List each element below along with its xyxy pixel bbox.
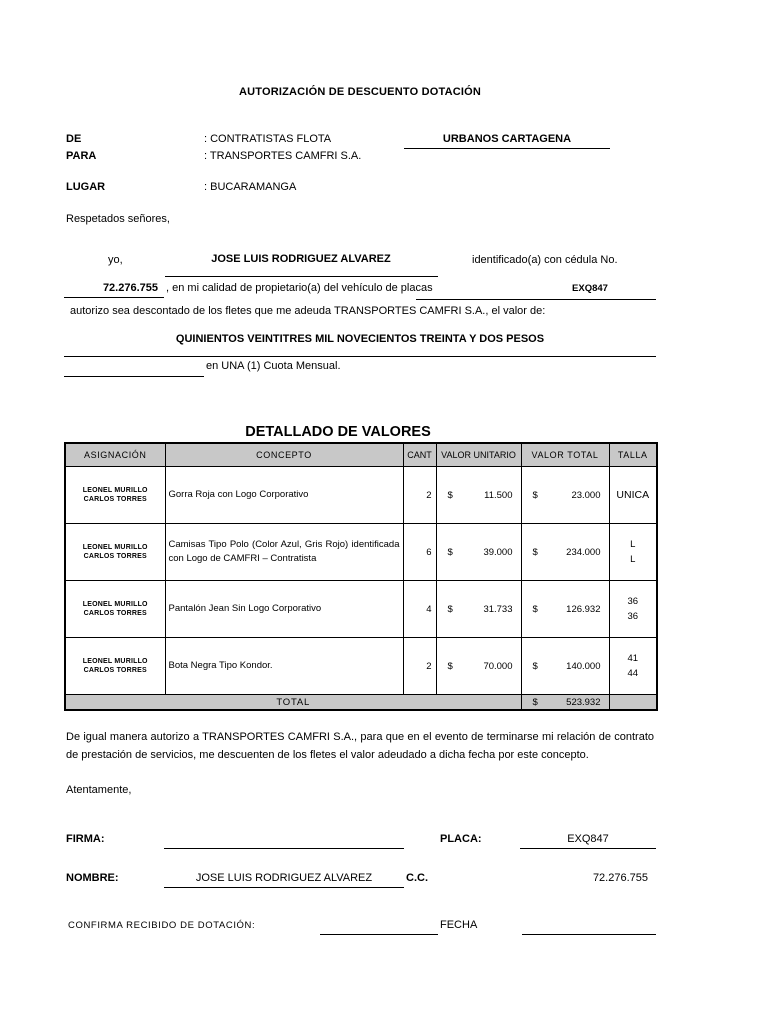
currency-symbol: $ bbox=[532, 546, 538, 558]
currency-symbol: $ bbox=[447, 546, 453, 558]
total-value: 140.000 bbox=[566, 660, 601, 672]
para-value: : TRANSPORTES CAMFRI S.A. bbox=[204, 150, 362, 162]
lugar-value: : BUCARAMANGA bbox=[204, 181, 297, 193]
calidad-text: , en mi calidad de propietario(a) del vehículo de placas bbox=[166, 282, 433, 294]
unit-value-cell bbox=[436, 524, 521, 581]
assign-cell bbox=[65, 467, 165, 524]
talla-cell bbox=[609, 638, 657, 695]
document-title: AUTORIZACIÓN DE DESCUENTO DOTACIÓN bbox=[238, 86, 482, 98]
values-table bbox=[64, 442, 658, 711]
assignee-1: LEONEL MURILLO bbox=[82, 487, 148, 494]
talla-cell bbox=[609, 467, 657, 524]
table-row bbox=[65, 524, 657, 581]
concept-cell: Camisas Tipo Polo (Color Azul, Gris Rojo) identificada con Logo de CAMFRI – Contratista bbox=[165, 524, 403, 581]
unit-value-cell bbox=[436, 638, 521, 695]
unit-value: 11.500 bbox=[484, 489, 513, 501]
talla-2: L bbox=[630, 554, 636, 565]
unit-value: 31.733 bbox=[483, 603, 513, 615]
header-valor-unitario: VALOR UNITARIO bbox=[436, 443, 521, 467]
total-row bbox=[65, 695, 657, 711]
table-row bbox=[65, 581, 657, 638]
fecha-line bbox=[522, 934, 656, 935]
cant-cell: 4 bbox=[403, 581, 436, 638]
de-company-underline bbox=[404, 148, 610, 149]
de-label: DE bbox=[66, 133, 82, 145]
header-cant: CANT bbox=[403, 443, 436, 467]
header-talla: TALLA bbox=[609, 443, 657, 467]
currency-symbol: $ bbox=[532, 660, 538, 672]
unit-value: 39.000 bbox=[483, 546, 513, 558]
cant-cell: 2 bbox=[403, 467, 436, 524]
concept-cell: Gorra Roja con Logo Corporativo bbox=[165, 467, 403, 524]
placa-line bbox=[520, 848, 656, 849]
nombre-value: JOSE LUIS RODRIGUEZ ALVAREZ bbox=[195, 872, 373, 884]
name-underline bbox=[165, 276, 438, 277]
talla-2: 36 bbox=[627, 611, 639, 622]
currency-symbol: $ bbox=[532, 603, 538, 615]
unit-value-cell bbox=[436, 581, 521, 638]
assignee-2: CARLOS TORRES bbox=[83, 610, 147, 617]
header-concepto: CONCEPTO bbox=[165, 443, 403, 467]
grand-total-cell bbox=[521, 695, 609, 711]
assign-cell bbox=[65, 581, 165, 638]
total-value: 234.000 bbox=[566, 546, 601, 558]
assign-cell bbox=[65, 524, 165, 581]
currency-symbol: $ bbox=[447, 489, 453, 501]
header-valor-total: VALOR TOTAL bbox=[521, 443, 609, 467]
declarant-name: JOSE LUIS RODRIGUEZ ALVAREZ bbox=[211, 253, 391, 265]
currency-symbol: $ bbox=[447, 603, 453, 615]
assign-cell bbox=[65, 638, 165, 695]
talla-2: 44 bbox=[627, 668, 639, 679]
table-row bbox=[65, 638, 657, 695]
firma-line bbox=[164, 848, 404, 849]
cedula-number: 72.276.755 bbox=[102, 282, 158, 294]
table-heading: DETALLADO DE VALORES bbox=[245, 424, 431, 440]
cuota-underline bbox=[64, 376, 204, 377]
autorizo-text: autorizo sea descontado de los fletes que me adeuda TRANSPORTES CAMFRI S.A., el valor de: bbox=[70, 305, 546, 317]
grand-total-value: 523.932 bbox=[566, 696, 601, 708]
para-label: PARA bbox=[66, 150, 97, 162]
total-value: 23.000 bbox=[571, 489, 601, 501]
de-company: URBANOS CARTAGENA bbox=[442, 133, 572, 145]
total-value-cell bbox=[521, 467, 609, 524]
cc-value: 72.276.755 bbox=[592, 872, 648, 884]
concept-cell: Pantalón Jean Sin Logo Corporativo bbox=[165, 581, 403, 638]
talla-1: 36 bbox=[627, 596, 639, 607]
total-label: TOTAL bbox=[65, 695, 521, 711]
cant-cell: 6 bbox=[403, 524, 436, 581]
cuota-text: en UNA (1) Cuota Mensual. bbox=[206, 360, 341, 372]
de-value: : CONTRATISTAS FLOTA bbox=[204, 133, 332, 145]
greeting: Respetados señores, bbox=[66, 213, 170, 225]
placa-label: PLACA: bbox=[440, 833, 482, 845]
concept-cell: Bota Negra Tipo Kondor. bbox=[165, 638, 403, 695]
assignee-1: LEONEL MURILLO bbox=[82, 544, 148, 551]
firma-label: FIRMA: bbox=[66, 833, 105, 845]
assignee-1: LEONEL MURILLO bbox=[82, 601, 148, 608]
nombre-label: NOMBRE: bbox=[66, 872, 119, 884]
fecha-label: FECHA bbox=[440, 919, 478, 931]
placa-value: EXQ847 bbox=[572, 283, 608, 294]
amount-in-words: QUINIENTOS VEINTITRES MIL NOVECIENTOS TREINTA Y DOS PESOS bbox=[175, 333, 545, 345]
authorization-paragraph: De igual manera autorizo a TRANSPORTES CAMFRI S.A., para que en el evento de terminarse mi relación de contrato de prestación de servicios, me descuenten de los fletes el valor adeudado a dicha fecha por este concepto. bbox=[66, 731, 654, 761]
placa-underline bbox=[416, 299, 656, 300]
talla-cell bbox=[609, 581, 657, 638]
unit-value: 70.000 bbox=[483, 660, 513, 672]
assignee-2: CARLOS TORRES bbox=[83, 496, 147, 503]
total-value-cell bbox=[521, 581, 609, 638]
cc-label: C.C. bbox=[406, 872, 428, 884]
talla-1: L bbox=[630, 539, 636, 550]
assignee-2: CARLOS TORRES bbox=[83, 667, 147, 674]
lugar-label: LUGAR bbox=[66, 181, 106, 193]
total-value-cell bbox=[521, 524, 609, 581]
cedula-underline bbox=[64, 297, 164, 298]
talla-1: 41 bbox=[627, 653, 639, 664]
talla-cell bbox=[609, 524, 657, 581]
footer-placa-value: EXQ847 bbox=[567, 833, 609, 845]
nombre-line bbox=[164, 887, 404, 888]
assignee-1: LEONEL MURILLO bbox=[82, 658, 148, 665]
id-text: identificado(a) con cédula No. bbox=[472, 254, 618, 266]
total-talla-empty bbox=[609, 695, 657, 711]
total-value-cell bbox=[521, 638, 609, 695]
confirma-label: CONFIRMA RECIBIDO DE DOTACIÓN: bbox=[68, 920, 256, 931]
talla-1: UNICA bbox=[616, 488, 650, 501]
assignee-2: CARLOS TORRES bbox=[83, 553, 147, 560]
currency-symbol: $ bbox=[532, 489, 538, 501]
table-row bbox=[65, 467, 657, 524]
yo-text: yo, bbox=[108, 254, 123, 266]
header-asignacion: ASIGNACIÓN bbox=[65, 443, 165, 467]
currency-symbol: $ bbox=[532, 696, 538, 708]
confirma-line bbox=[320, 934, 438, 935]
unit-value-cell bbox=[436, 467, 521, 524]
closing: Atentamente, bbox=[66, 784, 132, 796]
table-header-row bbox=[65, 443, 657, 467]
total-value: 126.932 bbox=[566, 603, 601, 615]
currency-symbol: $ bbox=[447, 660, 453, 672]
amount-underline bbox=[64, 356, 656, 357]
cant-cell: 2 bbox=[403, 638, 436, 695]
